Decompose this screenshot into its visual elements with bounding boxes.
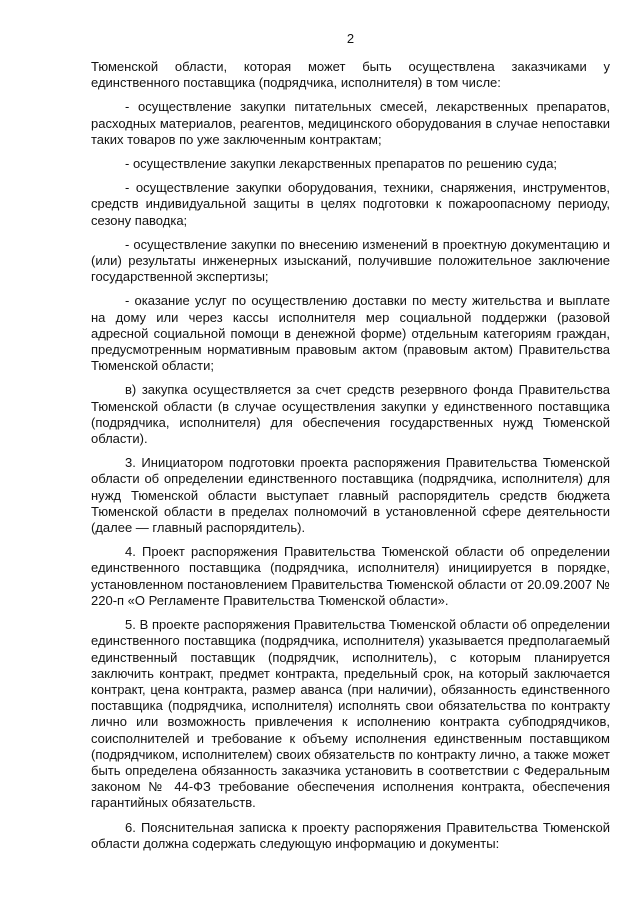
paragraph-continuation: Тюменской области, которая может быть осуществлена заказчиками у единственного поставщика (подрядчика, исполнителя) в том числе: bbox=[91, 59, 610, 91]
list-item-design-changes: - осуществление закупки по внесению изменений в проектную документацию и (или) результаты инженерных изысканий, получившие положительное заключение государственной экспертизы; bbox=[91, 236, 610, 285]
list-item-court-drugs: - осуществление закупки лекарственных препаратов по решению суда; bbox=[125, 156, 558, 172]
list-item-fire-flood-equipment: - осуществление закупки оборудования, техники, снаряжения, инструментов, средств индивидуальной защиты в целях подготовки к пожароопасному периоду, сезону паводка; bbox=[91, 180, 610, 228]
list-item-nutrition-supplies: - осуществление закупки питательных смесей, лекарственных препаратов, расходных материалов, реагентов, медицинского оборудования в случае непоставки таких товаров по уже заключенным контрактам; bbox=[91, 99, 610, 147]
clause-4-project-procedure: 4. Проект распоряжения Правительства Тюменской области об определении единственного поставщика (подрядчика, исполнителя) инициируется в порядке, установленном постановлением Правительства Тюменской области от 20.09.2007 № 220-п «О Регламенте Правительства Тюменской области». bbox=[91, 544, 610, 608]
clause-5-project-content: 5. В проекте распоряжения Правительства Тюменской области об определении единственного поставщика (подрядчика, исполнителя) указывается предполагаемый единственный поставщик (подрядчик, исполнитель), с которым планируется заключить контракт, предмет контракта, предельный срок, на который заключается контракт, цена контракта, размер аванса (при наличии), обязанность единственного поставщика (подрядчика, исполнителя) исполнять свои обязательства по контракту лично или возможность привлечения к исполнению контракта субподрядчиков, соисполнителей и требование к объему исполнения единственным поставщиком (подрядчиком, исполнителем) своих обязательств по контракту лично, а также может быть определена обязанность заказчика установить в соответствии с Федеральным законом № 44-ФЗ требование обеспечения исполнения контракта, обеспечения гарантийных обязательств. bbox=[91, 617, 610, 811]
clause-3-initiator: 3. Инициатором подготовки проекта распоряжения Правительства Тюменской области об определении единственного поставщика (подрядчика, исполнителя) для нужд Тюменской области выступает главный распорядитель средств бюджета Тюменской области в пределах полномочий в установленной сфере деятельности (далее — главный распорядитель). bbox=[91, 455, 610, 536]
list-item-social-delivery: - оказание услуг по осуществлению доставки по месту жительства и выплате на дому или через кассы исполнителя мер социальной поддержки (разовой адресной социальной помощи в денежной форме) отдельным категориям граждан, предусмотренным нормативным правовым актом (правовым актом) Правительства Тюменской области; bbox=[91, 293, 610, 374]
clause-v-reserve-fund: в) закупка осуществляется за счет средств резервного фонда Правительства Тюменской области (в случае осуществления закупки у единственного поставщика (подрядчика, исполнителя) для обеспечения государственных нужд Тюменской области). bbox=[91, 382, 610, 447]
clause-6-explanatory-note: 6. Пояснительная записка к проекту распоряжения Правительства Тюменской области должна содержать следующую информацию и документы: bbox=[91, 819, 610, 851]
page-number: 2 bbox=[346, 31, 355, 46]
document-page bbox=[91, 30, 610, 860]
